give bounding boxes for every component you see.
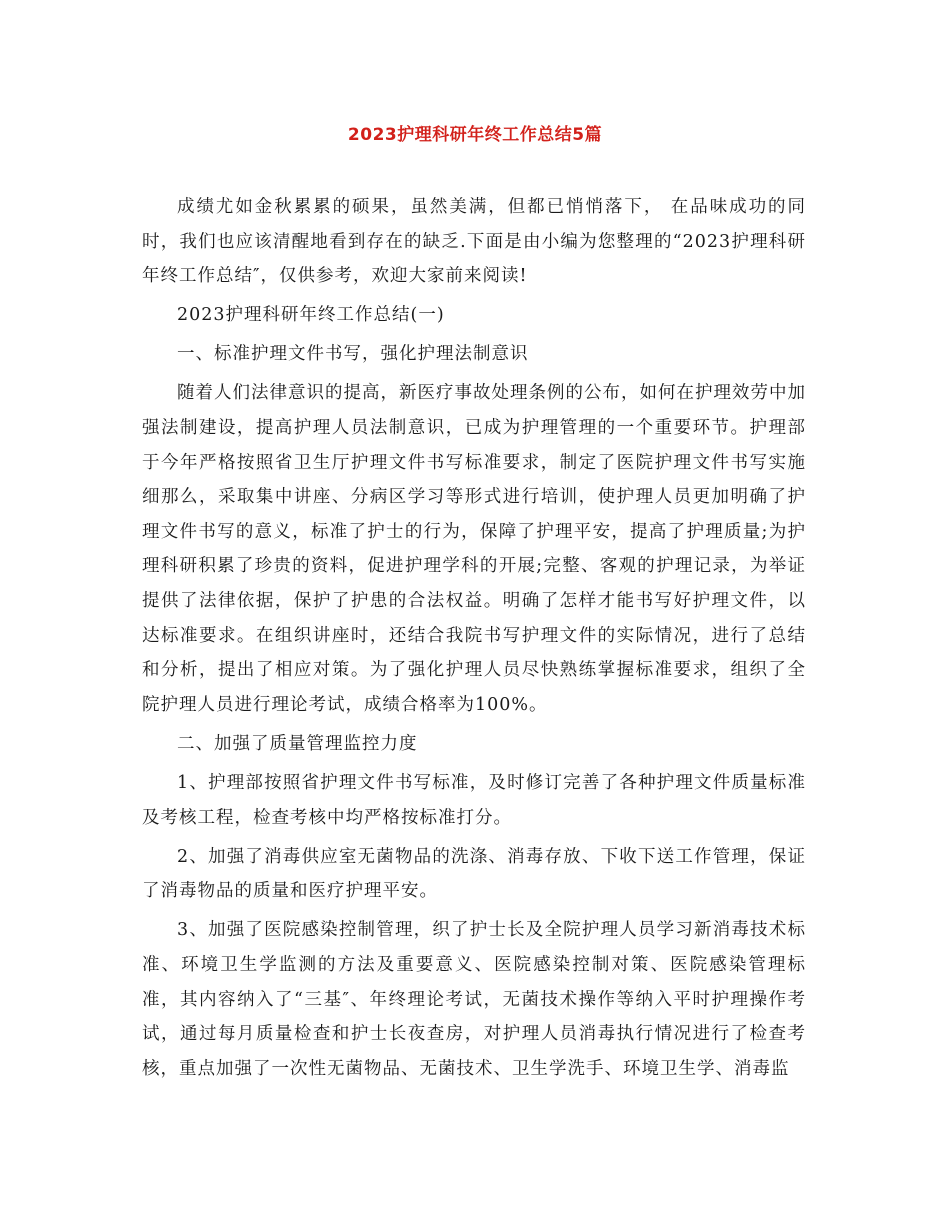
list-item-paragraph: 3、加强了医院感染控制管理，织了护士长及全院护理人员学习新消毒技术标准、环境卫生学监测的方法及重要意义、医院感染控制对策、医院感染管理标准，其内容纳入了“三基″、年终理论考试，无菌技术操作等纳入平时护理操作考试，通过每月质量检查和护士长夜查房，对护理人员消毒执行情况进行了检查考核，重点加强了一次性无菌物品、无菌技术、卫生学洗手、环境卫生学、消毒监 bbox=[142, 920, 806, 1079]
body-paragraph: 随着人们法律意识的提高，新医疗事故处理条例的公布，如何在护理效劳中加强法制建设，提高护理人员法制意识，已成为护理管理的一个重要环节。护理部于今年严格按照省卫生厅护理文件书写标准要求，制定了医院护理文件书写实施细那么，采取集中讲座、分病区学习等形式进行培训，使护理人员更加明确了护理文件书写的意义，标准了护士的行为，保障了护理平安，提高了护理质量;为护理科研积累了珍贵的资料，促进护理学科的开展;完整、客观的护理记录，为举证提供了法律依据，保护了护患的合法权益。明确了怎样才能书写好护理文件，以达标准要求。在组织讲座时，还结合我院书写护理文件的实际情况，进行了总结和分析，提出了相应对策。为了强化护理人员尽快熟练掌握标准要求，组织了全院护理人员进行理论考试，成绩合格率为100%。 bbox=[142, 383, 806, 715]
document-title: 2023护理科研年终工作总结5篇 bbox=[347, 125, 603, 145]
intro-paragraph: 成绩尤如金秋累累的硕果，虽然美满，但都已悄悄落下， 在品味成功的同时，我们也应该清醒地看到存在的缺乏.下面是由小编为您整理的“2023护理科研年终工作总结″，仅供参考，欢迎大家前来阅读! bbox=[142, 197, 806, 287]
section-heading: 2023护理科研年终工作总结(一) bbox=[177, 305, 445, 326]
document-body bbox=[142, 190, 806, 1091]
list-item-paragraph: 1、护理部按照省护理文件书写标准，及时修订完善了各种护理文件质量标准及考核工程，检查考核中均严格按标准打分。 bbox=[142, 773, 806, 828]
list-item-paragraph: 2、加强了消毒供应室无菌物品的洗涤、消毒存放、下收下送工作管理，保证了消毒物品的质量和医疗护理平安。 bbox=[142, 846, 806, 902]
subsection-heading: 二、加强了质量管理监控力度 bbox=[177, 733, 418, 754]
subsection-heading: 一、标准护理文件书写，强化护理法制意识 bbox=[177, 344, 529, 365]
